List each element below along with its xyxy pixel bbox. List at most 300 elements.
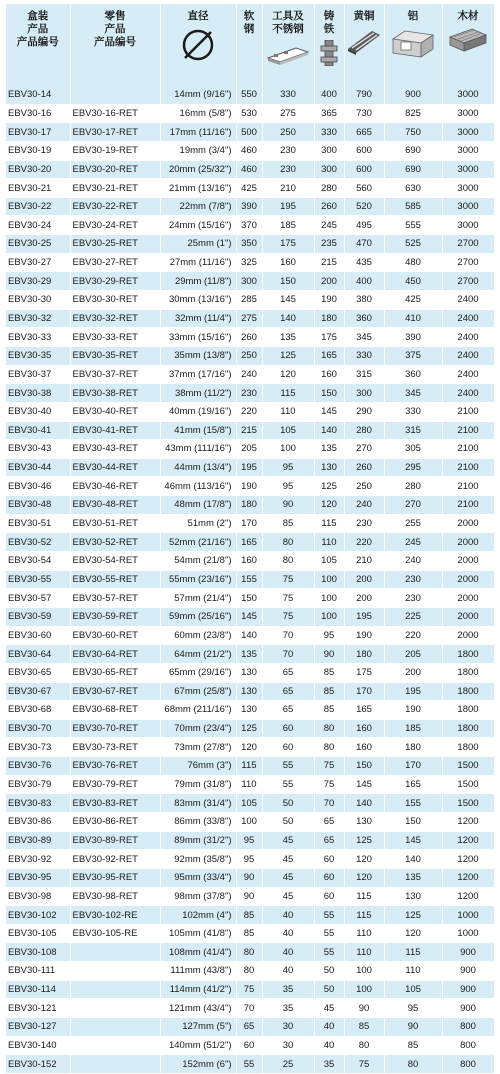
mild-steel-cell: 55 bbox=[236, 1055, 262, 1074]
brass-cell: 210 bbox=[344, 552, 384, 571]
table-row bbox=[6, 197, 494, 216]
table-row bbox=[6, 682, 494, 701]
cast-iron-cell: 110 bbox=[314, 533, 344, 552]
aluminium-cell: 525 bbox=[384, 235, 442, 254]
table-row bbox=[6, 645, 494, 664]
diameter-cell: 76mm (3") bbox=[160, 757, 236, 776]
wood-cell: 3000 bbox=[442, 216, 494, 235]
cast-iron-cell: 130 bbox=[314, 458, 344, 477]
brass-cell: 115 bbox=[344, 887, 384, 906]
wood-cell: 2000 bbox=[442, 533, 494, 552]
table-body bbox=[6, 86, 494, 1073]
cast-iron-cell: 175 bbox=[314, 328, 344, 347]
wood-cell: 2000 bbox=[442, 570, 494, 589]
brass-cell: 260 bbox=[344, 458, 384, 477]
cast-iron-cell: 280 bbox=[314, 179, 344, 198]
brass-cell: 170 bbox=[344, 682, 384, 701]
tool-stainless-cell: 230 bbox=[262, 160, 314, 179]
box-code-cell: EBV30-152 bbox=[6, 1055, 70, 1074]
brass-cell: 730 bbox=[344, 104, 384, 123]
aluminium-cell: 155 bbox=[384, 794, 442, 813]
mild-steel-cell: 105 bbox=[236, 794, 262, 813]
wood-cell: 800 bbox=[442, 1055, 494, 1074]
box-code-cell: EBV30-114 bbox=[6, 980, 70, 999]
wood-cell: 3000 bbox=[442, 197, 494, 216]
diameter-cell: 24mm (15/16") bbox=[160, 216, 236, 235]
diameter-cell: 83mm (31/4") bbox=[160, 794, 236, 813]
diameter-cell: 57mm (21/4") bbox=[160, 589, 236, 608]
aluminium-cell: 690 bbox=[384, 160, 442, 179]
table-row bbox=[6, 1055, 494, 1074]
brass-cell: 140 bbox=[344, 794, 384, 813]
box-code-cell: EBV30-127 bbox=[6, 1018, 70, 1037]
diameter-cell: 35mm (13/8") bbox=[160, 346, 236, 365]
cast-iron-cell: 115 bbox=[314, 514, 344, 533]
brass-cell: 435 bbox=[344, 253, 384, 272]
cast-iron-cell: 300 bbox=[314, 160, 344, 179]
brass-cell: 360 bbox=[344, 309, 384, 328]
table-row bbox=[6, 253, 494, 272]
box-code-cell: EBV30-14 bbox=[6, 86, 70, 104]
aluminium-cell: 185 bbox=[384, 719, 442, 738]
table-row bbox=[6, 402, 494, 421]
retail-code-cell: EBV30-68-RET bbox=[70, 701, 160, 720]
diameter-cell: 40mm (19/16") bbox=[160, 402, 236, 421]
diameter-cell: 22mm (7/8") bbox=[160, 197, 236, 216]
tool-stainless-cell: 60 bbox=[262, 719, 314, 738]
tool-stainless-cell: 120 bbox=[262, 365, 314, 384]
brass-cell: 160 bbox=[344, 738, 384, 757]
wood-cell: 3000 bbox=[442, 123, 494, 142]
tool-stainless-cell: 35 bbox=[262, 999, 314, 1018]
mild-steel-cell: 150 bbox=[236, 589, 262, 608]
wood-cell: 1800 bbox=[442, 645, 494, 664]
tool-stainless-cell: 70 bbox=[262, 626, 314, 645]
retail-code-cell: EBV30-64-RET bbox=[70, 645, 160, 664]
retail-code-cell: EBV30-24-RET bbox=[70, 216, 160, 235]
cast-iron-cell: 50 bbox=[314, 980, 344, 999]
tool-stainless-cell: 250 bbox=[262, 123, 314, 142]
mild-steel-cell: 95 bbox=[236, 831, 262, 850]
box-code-cell: EBV30-48 bbox=[6, 496, 70, 515]
header-diameter bbox=[160, 4, 236, 86]
table-row bbox=[6, 607, 494, 626]
wood-cell: 2100 bbox=[442, 477, 494, 496]
brass-cell: 600 bbox=[344, 141, 384, 160]
mild-steel-cell: 65 bbox=[236, 1018, 262, 1037]
retail-code-cell: EBV30-52-RET bbox=[70, 533, 160, 552]
mild-steel-cell: 140 bbox=[236, 626, 262, 645]
diameter-cell: 55mm (23/16") bbox=[160, 570, 236, 589]
aluminium-cell: 450 bbox=[384, 272, 442, 291]
cast-iron-cell: 85 bbox=[314, 663, 344, 682]
diameter-cell: 41mm (15/8") bbox=[160, 421, 236, 440]
aluminium-cell: 690 bbox=[384, 141, 442, 160]
box-code-cell: EBV30-52 bbox=[6, 533, 70, 552]
table-row bbox=[6, 179, 494, 198]
tool-stainless-cell: 40 bbox=[262, 962, 314, 981]
mild-steel-cell: 390 bbox=[236, 197, 262, 216]
mild-steel-cell: 135 bbox=[236, 645, 262, 664]
aluminium-cell: 225 bbox=[384, 607, 442, 626]
table-row bbox=[6, 309, 494, 328]
box-code-cell: EBV30-27 bbox=[6, 253, 70, 272]
tool-stainless-cell: 210 bbox=[262, 179, 314, 198]
table-row bbox=[6, 906, 494, 925]
tool-stainless-cell: 65 bbox=[262, 701, 314, 720]
wood-cell: 3000 bbox=[442, 104, 494, 123]
box-code-cell: EBV30-54 bbox=[6, 552, 70, 571]
aluminium-cell: 95 bbox=[384, 999, 442, 1018]
header-mild-steel bbox=[236, 4, 262, 86]
diameter-cell: 111mm (43/8") bbox=[160, 962, 236, 981]
tool-stainless-cell: 125 bbox=[262, 346, 314, 365]
box-code-cell: EBV30-20 bbox=[6, 160, 70, 179]
box-code-cell: EBV30-44 bbox=[6, 458, 70, 477]
tool-stainless-cell: 195 bbox=[262, 197, 314, 216]
box-code-cell: EBV30-33 bbox=[6, 328, 70, 347]
diameter-cell: 48mm (17/8") bbox=[160, 496, 236, 515]
tool-stainless-cell: 50 bbox=[262, 794, 314, 813]
tool-stainless-cell: 60 bbox=[262, 738, 314, 757]
brass-cell: 190 bbox=[344, 626, 384, 645]
aluminium-cell: 255 bbox=[384, 514, 442, 533]
aluminium-cell: 105 bbox=[384, 980, 442, 999]
brass-cell: 90 bbox=[344, 999, 384, 1018]
retail-code-cell: EBV30-40-RET bbox=[70, 402, 160, 421]
aluminium-cell: 345 bbox=[384, 384, 442, 403]
aluminium-cell: 135 bbox=[384, 868, 442, 887]
aluminium-cell: 130 bbox=[384, 887, 442, 906]
table-row bbox=[6, 104, 494, 123]
wood-cell: 900 bbox=[442, 943, 494, 962]
cast-iron-cell: 215 bbox=[314, 253, 344, 272]
mild-steel-cell: 500 bbox=[236, 123, 262, 142]
tool-stainless-cell: 330 bbox=[262, 86, 314, 104]
aluminium-cell: 195 bbox=[384, 682, 442, 701]
mild-steel-cell: 130 bbox=[236, 682, 262, 701]
brass-sheet-icon bbox=[346, 27, 382, 57]
retail-code-cell: EBV30-21-RET bbox=[70, 179, 160, 198]
box-code-cell: EBV30-86 bbox=[6, 812, 70, 831]
diameter-cell: 46mm (113/16") bbox=[160, 477, 236, 496]
mild-steel-cell: 170 bbox=[236, 514, 262, 533]
retail-code-cell: EBV30-102-RE bbox=[70, 906, 160, 925]
diameter-cell: 86mm (33/8") bbox=[160, 812, 236, 831]
cast-iron-cell: 35 bbox=[314, 1055, 344, 1074]
box-code-cell: EBV30-30 bbox=[6, 291, 70, 310]
mild-steel-cell: 325 bbox=[236, 253, 262, 272]
diameter-cell: 70mm (23/4") bbox=[160, 719, 236, 738]
mild-steel-cell: 205 bbox=[236, 440, 262, 459]
mild-steel-cell: 460 bbox=[236, 160, 262, 179]
tool-stainless-cell: 45 bbox=[262, 831, 314, 850]
cast-iron-cell: 60 bbox=[314, 887, 344, 906]
retail-code-cell: EBV30-86-RET bbox=[70, 812, 160, 831]
tool-stainless-cell: 145 bbox=[262, 291, 314, 310]
cast-iron-cell: 100 bbox=[314, 589, 344, 608]
cast-iron-cell: 245 bbox=[314, 216, 344, 235]
table-row bbox=[6, 272, 494, 291]
mild-steel-cell: 70 bbox=[236, 999, 262, 1018]
tool-stainless-cell: 40 bbox=[262, 943, 314, 962]
retail-code-cell bbox=[70, 1018, 160, 1037]
wood-cell: 1000 bbox=[442, 924, 494, 943]
retail-code-cell: EBV30-22-RET bbox=[70, 197, 160, 216]
brass-cell: 175 bbox=[344, 663, 384, 682]
mild-steel-cell: 90 bbox=[236, 868, 262, 887]
tool-stainless-cell: 75 bbox=[262, 570, 314, 589]
cast-iron-cell: 85 bbox=[314, 682, 344, 701]
tool-stainless-cell: 45 bbox=[262, 868, 314, 887]
header-label: 黄铜 bbox=[353, 10, 375, 22]
table-row bbox=[6, 496, 494, 515]
diameter-cell: 140mm (51/2") bbox=[160, 1036, 236, 1055]
tool-stainless-cell: 135 bbox=[262, 328, 314, 347]
retail-code-cell: EBV30-16-RET bbox=[70, 104, 160, 123]
wood-cell: 1200 bbox=[442, 850, 494, 869]
cast-iron-cell: 55 bbox=[314, 943, 344, 962]
mild-steel-cell: 550 bbox=[236, 86, 262, 104]
mild-steel-cell: 220 bbox=[236, 402, 262, 421]
box-code-cell: EBV30-102 bbox=[6, 906, 70, 925]
diameter-cell: 59mm (25/16") bbox=[160, 607, 236, 626]
box-code-cell: EBV30-60 bbox=[6, 626, 70, 645]
cast-iron-cell: 300 bbox=[314, 141, 344, 160]
aluminium-cell: 165 bbox=[384, 775, 442, 794]
box-code-cell: EBV30-140 bbox=[6, 1036, 70, 1055]
brass-cell: 200 bbox=[344, 589, 384, 608]
wood-cell: 2100 bbox=[442, 421, 494, 440]
mild-steel-cell: 195 bbox=[236, 458, 262, 477]
cast-iron-cell: 120 bbox=[314, 496, 344, 515]
tool-stainless-cell: 150 bbox=[262, 272, 314, 291]
retail-code-cell: EBV30-32-RET bbox=[70, 309, 160, 328]
cast-iron-cell: 75 bbox=[314, 775, 344, 794]
diameter-cell: 89mm (31/2") bbox=[160, 831, 236, 850]
header-label: 铁 bbox=[323, 23, 335, 35]
diameter-symbol-icon bbox=[180, 27, 216, 63]
retail-code-cell: EBV30-38-RET bbox=[70, 384, 160, 403]
box-code-cell: EBV30-89 bbox=[6, 831, 70, 850]
retail-code-cell: EBV30-43-RET bbox=[70, 440, 160, 459]
diameter-cell: 121mm (43/4") bbox=[160, 999, 236, 1018]
retail-code-cell bbox=[70, 1036, 160, 1055]
brass-cell: 120 bbox=[344, 868, 384, 887]
aluminium-cell: 190 bbox=[384, 701, 442, 720]
diameter-cell: 68mm (211/16") bbox=[160, 701, 236, 720]
diameter-cell: 44mm (13/4") bbox=[160, 458, 236, 477]
cast-iron-cell: 200 bbox=[314, 272, 344, 291]
tool-stainless-cell: 80 bbox=[262, 552, 314, 571]
box-code-cell: EBV30-121 bbox=[6, 999, 70, 1018]
wood-cell: 1200 bbox=[442, 831, 494, 850]
tool-stainless-cell: 55 bbox=[262, 757, 314, 776]
brass-cell: 160 bbox=[344, 719, 384, 738]
cast-iron-cell: 365 bbox=[314, 104, 344, 123]
tool-stainless-cell: 65 bbox=[262, 663, 314, 682]
diameter-cell: 21mm (13/16") bbox=[160, 179, 236, 198]
box-code-cell: EBV30-79 bbox=[6, 775, 70, 794]
mild-steel-cell: 350 bbox=[236, 235, 262, 254]
aluminium-cell: 150 bbox=[384, 812, 442, 831]
tool-stainless-cell: 55 bbox=[262, 775, 314, 794]
retail-code-cell: EBV30-79-RET bbox=[70, 775, 160, 794]
table-row bbox=[6, 999, 494, 1018]
mild-steel-cell: 275 bbox=[236, 309, 262, 328]
diameter-cell: 52mm (21/16") bbox=[160, 533, 236, 552]
brass-cell: 145 bbox=[344, 775, 384, 794]
table-row bbox=[6, 962, 494, 981]
retail-code-cell: EBV30-55-RET bbox=[70, 570, 160, 589]
table-row bbox=[6, 384, 494, 403]
wood-cell: 1000 bbox=[442, 906, 494, 925]
tool-stainless-cell: 45 bbox=[262, 850, 314, 869]
cast-iron-cell: 80 bbox=[314, 719, 344, 738]
wood-cell: 2100 bbox=[442, 440, 494, 459]
table-row bbox=[6, 850, 494, 869]
retail-code-cell bbox=[70, 943, 160, 962]
wood-cell: 900 bbox=[442, 999, 494, 1018]
box-code-cell: EBV30-98 bbox=[6, 887, 70, 906]
aluminium-cell: 330 bbox=[384, 402, 442, 421]
box-code-cell: EBV30-38 bbox=[6, 384, 70, 403]
box-code-cell: EBV30-83 bbox=[6, 794, 70, 813]
table-row bbox=[6, 1018, 494, 1037]
aluminium-cell: 140 bbox=[384, 850, 442, 869]
diameter-cell: 64mm (21/2") bbox=[160, 645, 236, 664]
brass-cell: 75 bbox=[344, 1055, 384, 1074]
wood-cell: 2700 bbox=[442, 235, 494, 254]
cast-iron-cell: 65 bbox=[314, 812, 344, 831]
brass-cell: 520 bbox=[344, 197, 384, 216]
brass-cell: 495 bbox=[344, 216, 384, 235]
wood-cell: 1500 bbox=[442, 775, 494, 794]
diameter-cell: 65mm (29/16") bbox=[160, 663, 236, 682]
diameter-cell: 127mm (5") bbox=[160, 1018, 236, 1037]
box-code-cell: EBV30-21 bbox=[6, 179, 70, 198]
box-code-cell: EBV30-41 bbox=[6, 421, 70, 440]
aluminium-cell: 230 bbox=[384, 570, 442, 589]
tool-stainless-cell: 35 bbox=[262, 980, 314, 999]
aluminium-cell: 270 bbox=[384, 496, 442, 515]
box-code-cell: EBV30-70 bbox=[6, 719, 70, 738]
cast-iron-cell: 135 bbox=[314, 440, 344, 459]
tool-stainless-cell: 230 bbox=[262, 141, 314, 160]
retail-code-cell: EBV30-67-RET bbox=[70, 682, 160, 701]
cast-iron-cell: 100 bbox=[314, 607, 344, 626]
retail-code-cell: EBV30-41-RET bbox=[70, 421, 160, 440]
aluminium-cell: 360 bbox=[384, 365, 442, 384]
brass-cell: 220 bbox=[344, 533, 384, 552]
wood-cell: 2400 bbox=[442, 346, 494, 365]
cast-iron-cell: 75 bbox=[314, 757, 344, 776]
brass-cell: 195 bbox=[344, 607, 384, 626]
box-code-cell: EBV30-64 bbox=[6, 645, 70, 664]
mild-steel-cell: 460 bbox=[236, 141, 262, 160]
retail-code-cell: EBV30-92-RET bbox=[70, 850, 160, 869]
tool-stainless-cell: 185 bbox=[262, 216, 314, 235]
table-row bbox=[6, 831, 494, 850]
aluminium-cell: 240 bbox=[384, 552, 442, 571]
aluminium-profile-icon bbox=[391, 27, 435, 59]
box-code-cell: EBV30-73 bbox=[6, 738, 70, 757]
aluminium-cell: 295 bbox=[384, 458, 442, 477]
brass-cell: 790 bbox=[344, 86, 384, 104]
mild-steel-cell: 120 bbox=[236, 738, 262, 757]
header-label: 钢 bbox=[243, 23, 255, 35]
wood-cell: 1800 bbox=[442, 701, 494, 720]
retail-code-cell: EBV30-98-RET bbox=[70, 887, 160, 906]
table-row bbox=[6, 328, 494, 347]
tool-stainless-cell: 45 bbox=[262, 887, 314, 906]
tool-stainless-cell: 40 bbox=[262, 924, 314, 943]
wood-cell: 3000 bbox=[442, 160, 494, 179]
diameter-cell: 27mm (11/16") bbox=[160, 253, 236, 272]
table-row bbox=[6, 589, 494, 608]
diameter-cell: 29mm (11/8") bbox=[160, 272, 236, 291]
brass-cell: 80 bbox=[344, 1036, 384, 1055]
retail-code-cell: EBV30-83-RET bbox=[70, 794, 160, 813]
table-row bbox=[6, 440, 494, 459]
tool-stainless-cell: 160 bbox=[262, 253, 314, 272]
tool-stainless-cell: 105 bbox=[262, 421, 314, 440]
table-header bbox=[6, 4, 494, 86]
box-code-cell: EBV30-76 bbox=[6, 757, 70, 776]
aluminium-cell: 585 bbox=[384, 197, 442, 216]
cast-iron-cell: 165 bbox=[314, 346, 344, 365]
diameter-cell: 54mm (21/8") bbox=[160, 552, 236, 571]
diameter-cell: 30mm (13/16") bbox=[160, 291, 236, 310]
wood-cell: 1200 bbox=[442, 812, 494, 831]
aluminium-cell: 90 bbox=[384, 1018, 442, 1037]
mild-steel-cell: 260 bbox=[236, 328, 262, 347]
header-label: 不锈钢 bbox=[272, 23, 304, 35]
wood-cell: 3000 bbox=[442, 179, 494, 198]
mild-steel-cell: 160 bbox=[236, 552, 262, 571]
wood-cell: 900 bbox=[442, 980, 494, 999]
aluminium-cell: 425 bbox=[384, 291, 442, 310]
header-wood bbox=[442, 4, 494, 86]
brass-cell: 180 bbox=[344, 645, 384, 664]
table-row bbox=[6, 235, 494, 254]
brass-cell: 110 bbox=[344, 924, 384, 943]
retail-code-cell: EBV30-35-RET bbox=[70, 346, 160, 365]
table-row bbox=[6, 514, 494, 533]
mild-steel-cell: 190 bbox=[236, 477, 262, 496]
mild-steel-cell: 100 bbox=[236, 812, 262, 831]
cast-iron-cell: 140 bbox=[314, 421, 344, 440]
cast-iron-cell: 95 bbox=[314, 626, 344, 645]
cast-iron-cell: 145 bbox=[314, 402, 344, 421]
wood-cell: 2100 bbox=[442, 496, 494, 515]
retail-code-cell: EBV30-73-RET bbox=[70, 738, 160, 757]
wood-cell: 2400 bbox=[442, 309, 494, 328]
aluminium-cell: 555 bbox=[384, 216, 442, 235]
tool-stainless-cell: 175 bbox=[262, 235, 314, 254]
header-label: 盒装 bbox=[27, 10, 49, 22]
mild-steel-cell: 215 bbox=[236, 421, 262, 440]
table-row bbox=[6, 812, 494, 831]
mild-steel-cell: 75 bbox=[236, 980, 262, 999]
box-code-cell: EBV30-105 bbox=[6, 924, 70, 943]
mild-steel-cell: 125 bbox=[236, 719, 262, 738]
mild-steel-cell: 300 bbox=[236, 272, 262, 291]
brass-cell: 250 bbox=[344, 477, 384, 496]
brass-cell: 345 bbox=[344, 328, 384, 347]
header-label: 产品 bbox=[104, 23, 126, 35]
diameter-cell: 33mm (15/16") bbox=[160, 328, 236, 347]
